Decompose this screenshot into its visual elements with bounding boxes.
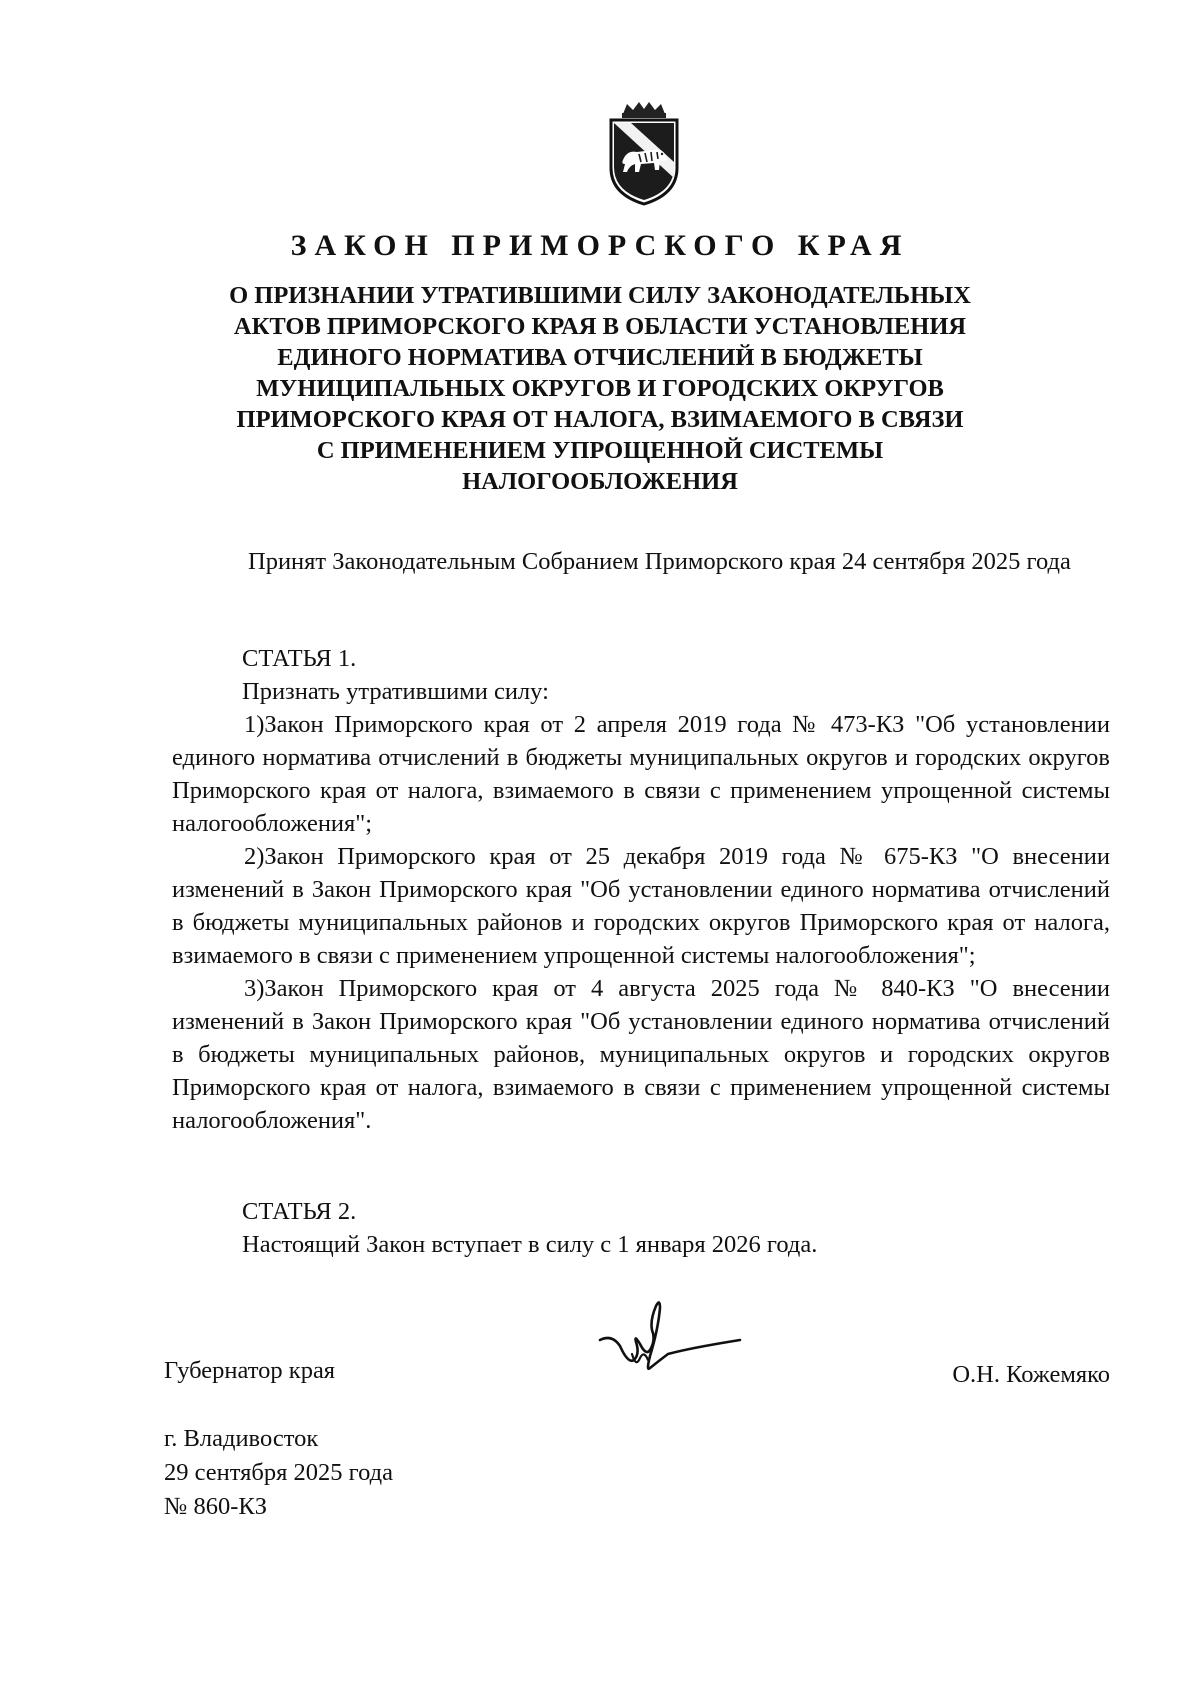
article-1-item: 1)Закон Приморского края от 2 апреля 2019 года № 473-КЗ "Об установлении единого норматива отчислений в бюджеты муниципальных округов и городских округов Приморского края от налога, взимаемого в связи с применением упрощенной системы налогообложения"; — [172, 711, 1110, 837]
law-title-line: АКТОВ ПРИМОРСКОГО КРАЯ В ОБЛАСТИ УСТАНОВЛЕНИЯ — [233, 313, 967, 340]
article-1 — [172, 642, 1110, 1137]
article-1-lead: Признать утратившими силу: — [242, 678, 549, 705]
article-1-item: 3)Закон Приморского края от 4 августа 2025 года № 840-КЗ "О внесении изменений в Закон Приморского края "Об установлении единого норматива отчислений в бюджеты муниципальных районов, муниципальных округов и городских округов Приморского края от налога, взимаемого в связи с применением упрощенной системы налогообложения". — [172, 975, 1110, 1134]
governor-name: О.Н. Кожемяко — [952, 1361, 1110, 1388]
signature-block — [160, 1300, 1110, 1420]
article-2 — [172, 1195, 1110, 1261]
signing-city: г. Владивосток — [164, 1425, 319, 1452]
article-1-heading: СТАТЬЯ 1. — [242, 645, 357, 672]
law-title-line: МУНИЦИПАЛЬНЫХ ОКРУГОВ И ГОРОДСКИХ ОКРУГОВ — [256, 375, 944, 402]
article-2-heading: СТАТЬЯ 2. — [242, 1198, 357, 1225]
law-title-line: О ПРИЗНАНИИ УТРАТИВШИМИ СИЛУ ЗАКОНОДАТЕЛЬНЫХ — [229, 282, 971, 309]
signing-details — [164, 1422, 393, 1524]
signing-date: 29 сентября 2025 года — [164, 1459, 393, 1486]
law-number: № 860-КЗ — [164, 1493, 268, 1520]
law-title-line: НАЛОГООБЛОЖЕНИЯ — [462, 468, 738, 495]
article-2-text: Настоящий Закон вступает в силу с 1 января 2026 года. — [242, 1231, 818, 1258]
governor-title: Губернатор края — [164, 1357, 336, 1384]
article-1-item: 2)Закон Приморского края от 25 декабря 2019 года № 675-КЗ "О внесении изменений в Закон Приморского края "Об установлении единого норматива отчислений в бюджеты муниципальных районов и городских округов Приморского края от налога, взимаемого в связи с применением упрощенной системы налогообложения"; — [172, 843, 1110, 969]
handwritten-signature-icon — [590, 1294, 760, 1404]
law-title — [165, 280, 1035, 497]
law-title-line: С ПРИМЕНЕНИЕМ УПРОЩЕННОЙ СИСТЕМЫ — [316, 437, 884, 464]
law-title-line: ПРИМОРСКОГО КРАЯ ОТ НАЛОГА, ВЗИМАЕМОГО В СВЯЗИ — [236, 406, 964, 433]
adoption-statement: Принят Законодательным Собранием Приморского края 24 сентября 2025 года — [248, 548, 1071, 575]
coat-of-arms-icon — [603, 100, 685, 208]
law-heading: ЗАКОН ПРИМОРСКОГО КРАЯ — [290, 229, 910, 262]
law-title-line: ЕДИНОГО НОРМАТИВА ОТЧИСЛЕНИЙ В БЮДЖЕТЫ — [277, 344, 923, 371]
